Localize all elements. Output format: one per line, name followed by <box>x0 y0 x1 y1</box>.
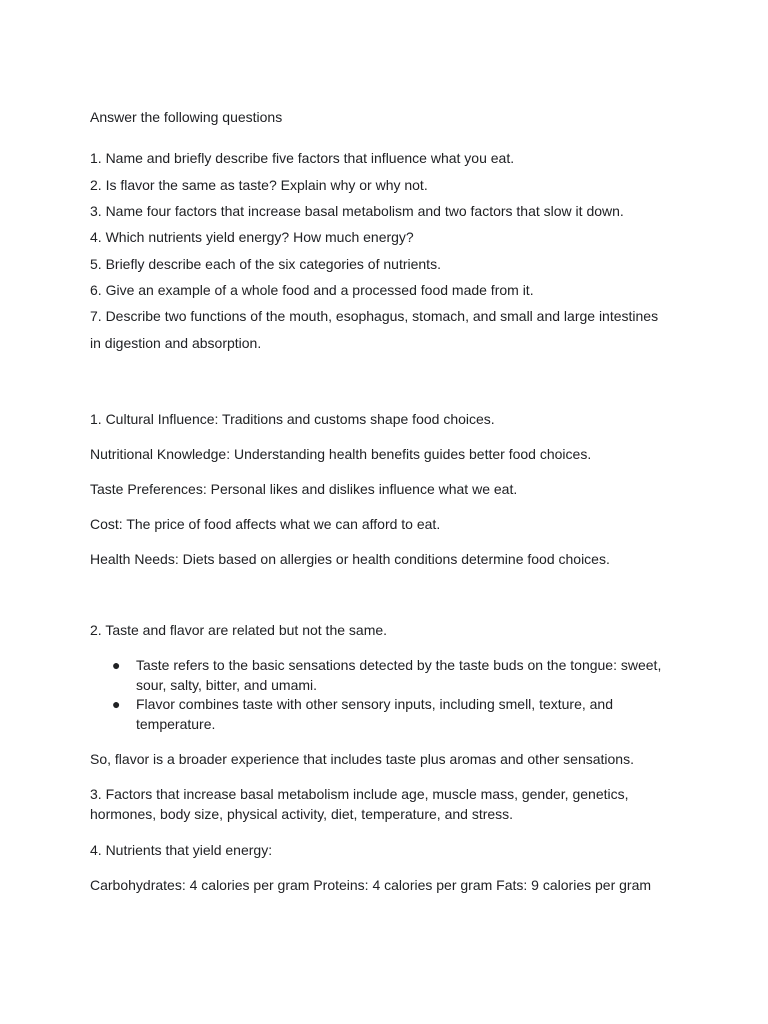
answer4-values: Carbohydrates: 4 calories per gram Proteins: 4 calories per gram Fats: 9 calories per gram <box>90 877 652 893</box>
question-item: 6. Give an example of a whole food and a processed food made from it. <box>90 282 534 298</box>
bullet-text: Taste refers to the basic sensations detected by the taste buds on the tongue: sweet, sour, salty, bitter, and umami. <box>136 657 662 693</box>
answer2-conclusion: So, flavor is a broader experience that includes taste plus aromas and other sensations. <box>90 751 634 767</box>
bullet-icon: ● <box>112 696 121 712</box>
document-heading: Answer the following questions <box>90 109 283 125</box>
question-item: 5. Briefly describe each of the six categories of nutrients. <box>90 256 441 272</box>
bullet-text: Flavor combines taste with other sensory inputs, including smell, texture, and temperature. <box>136 696 614 732</box>
question-item: 2. Is flavor the same as taste? Explain why or why not. <box>90 177 428 193</box>
list-item <box>112 694 672 734</box>
answer1-item: Nutritional Knowledge: Understanding health benefits guides better food choices. <box>90 446 592 462</box>
answer2-intro: 2. Taste and flavor are related but not the same. <box>90 622 388 638</box>
answer3-paragraph: 3. Factors that increase basal metabolism include age, muscle mass, gender, genetics, hormones, body size, physical activity, diet, temperature, and stress. <box>90 786 629 822</box>
question-item: 4. Which nutrients yield energy? How much energy? <box>90 229 414 245</box>
answer4-intro: 4. Nutrients that yield energy: <box>90 842 273 858</box>
answer1-item: Taste Preferences: Personal likes and dislikes influence what we eat. <box>90 481 518 497</box>
question-item: 7. Describe two functions of the mouth, esophagus, stomach, and small and large intestines <box>90 308 659 324</box>
answer1-item: 1. Cultural Influence: Traditions and customs shape food choices. <box>90 411 495 427</box>
bullet-icon: ● <box>112 657 121 673</box>
list-item <box>112 655 672 695</box>
question-item: 3. Name four factors that increase basal metabolism and two factors that slow it down. <box>90 203 624 219</box>
question-item: 1. Name and briefly describe five factors that influence what you eat. <box>90 150 515 166</box>
answer1-item: Health Needs: Diets based on allergies or health conditions determine food choices. <box>90 551 610 567</box>
question-item-continuation: in digestion and absorption. <box>90 335 262 351</box>
answer1-item: Cost: The price of food affects what we can afford to eat. <box>90 516 441 532</box>
